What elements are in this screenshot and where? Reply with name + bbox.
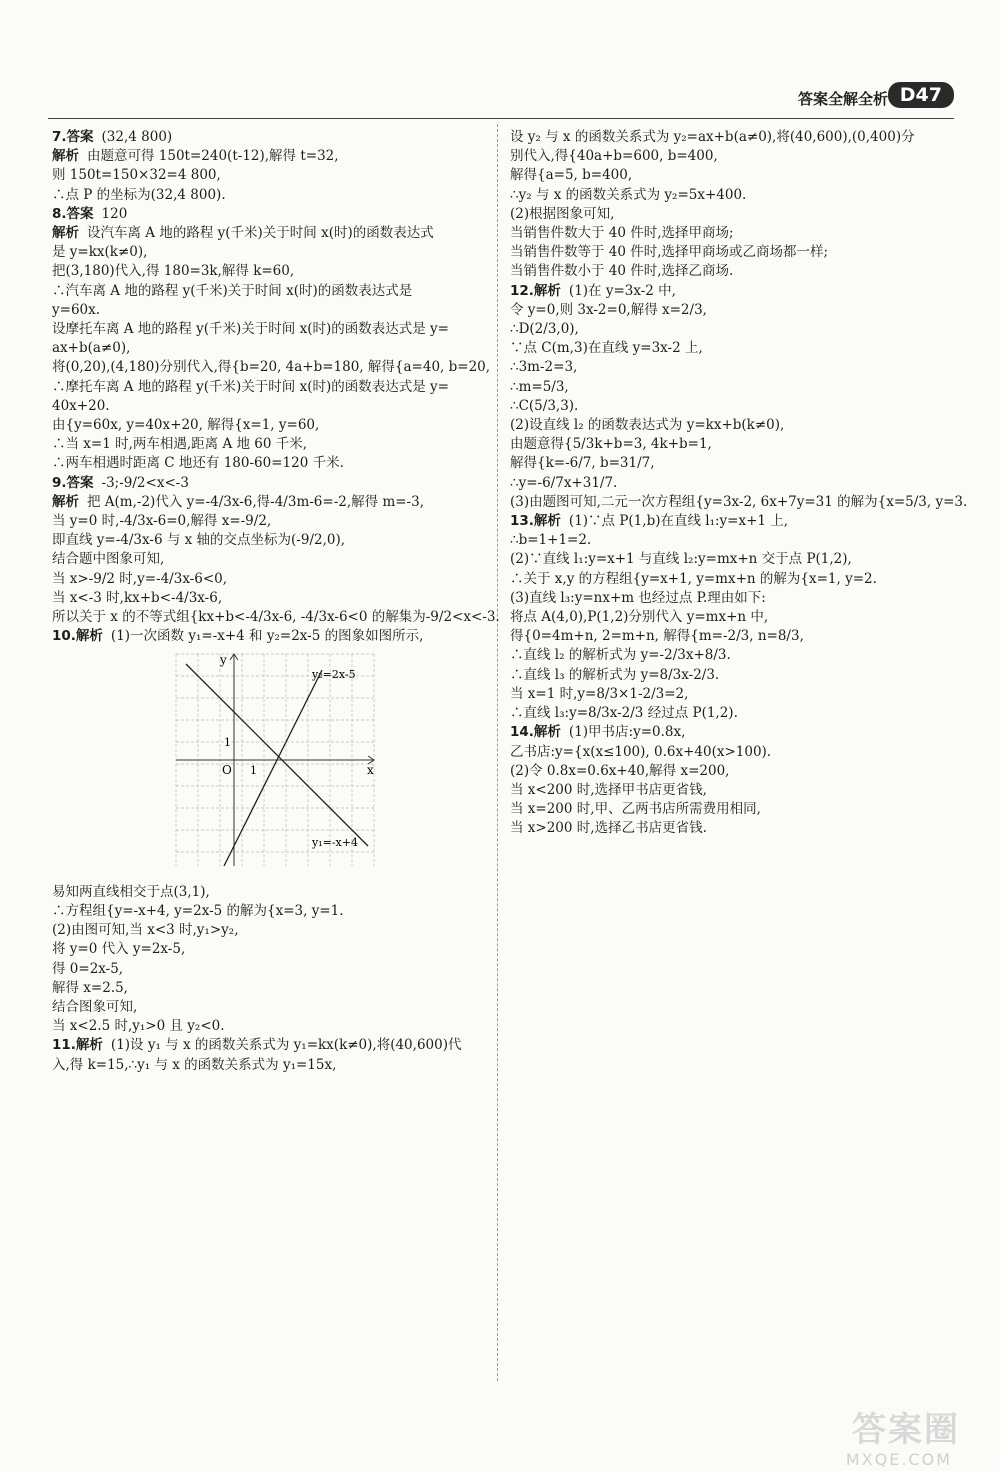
- solution-line: [52, 243, 487, 262]
- solution-line: [510, 704, 945, 723]
- function-graph: [162, 650, 382, 870]
- solution-line: [52, 1017, 487, 1036]
- problem-number: 8.: [52, 205, 67, 222]
- line-text: 易知两直线相交于点(3,1),: [52, 883, 210, 900]
- solution-line: [510, 627, 945, 646]
- line-text: 当 x>200 时,选择乙书店更省钱.: [510, 820, 707, 837]
- solution-line: [510, 685, 945, 704]
- line-text: 把 A(m,-2)代入 y=-4/3x-6,得-4/3m-6=-2,解得 m=-3,: [87, 493, 424, 510]
- solution-line: [52, 186, 487, 205]
- tick-y1: 1: [224, 736, 231, 750]
- solution-line: [510, 339, 945, 358]
- line-text: ∴D(2/3,0),: [510, 321, 579, 338]
- line1-label: y₁=-x+4: [312, 836, 358, 850]
- solution-line: [510, 416, 945, 435]
- solution-line: [52, 883, 487, 902]
- solution-line: [52, 262, 487, 281]
- page-badge: D47: [888, 82, 954, 108]
- solution-line: [52, 397, 487, 416]
- solution-line: [52, 301, 487, 320]
- section-label: 解析: [533, 724, 561, 741]
- line-text: (2)设直线 l₂ 的函数表达式为 y=kx+b(k≠0),: [510, 417, 785, 434]
- line-text: ∴直线 l₂ 的解析式为 y=-2/3x+8/3.: [510, 647, 731, 664]
- solution-line: [52, 998, 487, 1017]
- solution-line: [510, 550, 945, 569]
- section-label: 解析: [52, 493, 79, 510]
- solution-line: [52, 608, 500, 627]
- section-label: 解析: [52, 148, 79, 165]
- section-label: 解析: [52, 225, 79, 242]
- line-text: 解得{a=5, b=400,: [510, 167, 633, 184]
- solution-line: [510, 378, 945, 397]
- line-text: 是 y=kx(k≠0),: [52, 244, 148, 261]
- problem-line: [52, 128, 487, 147]
- line-text: ∴b=1+1=2.: [510, 532, 592, 549]
- solution-line: [510, 166, 945, 185]
- solution-line: [510, 397, 945, 416]
- line-text: ∴两车相遇时距离 C 地还有 180-60=120 千米.: [52, 455, 344, 472]
- line-text: 得 0=2x-5,: [52, 960, 124, 977]
- problem-number: 12.: [510, 282, 534, 299]
- solution-line: [510, 646, 945, 665]
- line-text: 将(0,20),(4,180)分别代入,得{b=20, 4a+b=180, 解得{a=40, b=20,: [52, 359, 491, 376]
- origin-label: O: [222, 763, 232, 778]
- line-text: 结合图象可知,: [52, 998, 138, 1015]
- line-text: 所以关于 x 的不等式组{kx+b<-4/3x-6, -4/3x-6<0 的解集为-9/2<x<-3.: [52, 609, 500, 626]
- solution-line: [510, 224, 945, 243]
- line-text: ∴直线 l₃ 的解析式为 y=8/3x-2/3.: [510, 666, 720, 683]
- problem-line: [510, 723, 945, 742]
- line-text: 当销售件数等于 40 件时,选择甲商场或乙商场都一样;: [510, 244, 829, 261]
- solution-line: [510, 608, 945, 627]
- watermark-url: MXQE.COM: [845, 1450, 952, 1469]
- solution-line: [52, 339, 487, 358]
- line-text: ∴摩托车离 A 地的路程 y(千米)关于时间 x(时)的函数表达式是 y=: [52, 378, 449, 395]
- solution-line: [52, 921, 487, 940]
- solution-line: [52, 531, 487, 550]
- solution-line: [52, 493, 487, 512]
- section-label: 解析: [75, 1037, 103, 1054]
- solution-line: [510, 474, 945, 493]
- problem-line: [510, 282, 945, 301]
- left-column: [52, 128, 500, 1075]
- line-text: 当销售件数小于 40 件时,选择乙商场.: [510, 263, 734, 280]
- line-text: 把(3,180)代入,得 180=3k,解得 k=60,: [52, 263, 295, 280]
- line-text: (1)甲书店:y=0.8x,: [568, 724, 686, 741]
- line-text: (2)∵直线 l₁:y=x+1 与直线 l₂:y=mx+n 交于点 P(1,2),: [510, 551, 852, 568]
- line-text: 当 x<2.5 时,y₁>0 且 y₂<0.: [52, 1018, 225, 1035]
- line-text: 当 x=200 时,甲、乙两书店所需费用相同,: [510, 801, 761, 818]
- problem-number: 10.: [52, 628, 76, 645]
- problem-number: 7.: [52, 129, 67, 145]
- section-label: 解析: [533, 282, 561, 299]
- line-y1: [186, 664, 368, 846]
- solution-line: [52, 512, 487, 531]
- line-text: 则 150t=150×32=4 800,: [52, 167, 221, 184]
- section-label: 答案: [66, 205, 94, 222]
- header-title: 答案全解全析: [797, 90, 888, 108]
- problem-line: [52, 1036, 487, 1055]
- column-divider: [497, 124, 498, 1381]
- line-text: 将 y=0 代入 y=2x-5,: [52, 941, 186, 958]
- solution-line: [510, 301, 945, 320]
- line-text: (1)∵点 P(1,b)在直线 l₁:y=x+1 上,: [568, 513, 789, 530]
- solution-line: [52, 416, 487, 435]
- line-text: y=60x.: [52, 301, 101, 318]
- solution-line: [510, 243, 945, 262]
- solution-line: [510, 493, 968, 512]
- solution-line: [510, 205, 945, 224]
- line-text: 设 y₂ 与 x 的函数关系式为 y₂=ax+b(a≠0),将(40,600),(0,400)分: [510, 129, 915, 145]
- line-y2: [224, 670, 322, 866]
- line-text: ∴关于 x,y 的方程组{y=x+1, y=mx+n 的解为{x=1, y=2.: [510, 570, 877, 587]
- solution-line: [52, 282, 487, 301]
- line-text: 由题意可得 150t=240(t-12),解得 t=32,: [87, 148, 339, 165]
- section-label: 答案: [66, 129, 94, 145]
- line-text: 将点 A(4,0),P(1,2)分别代入 y=mx+n 中,: [510, 609, 769, 626]
- line-text: ∴方程组{y=-x+4, y=2x-5 的解为{x=3, y=1.: [52, 902, 344, 919]
- line-text: (3)直线 l₃:y=nx+m 也经过点 P.理由如下:: [510, 589, 766, 606]
- line-text: 乙书店:y={x(x≤100), 0.6x+40(x>100).: [510, 743, 772, 760]
- line-text: 即直线 y=-4/3x-6 与 x 轴的交点坐标为(-9/2,0),: [52, 532, 346, 549]
- line-text: ∴当 x=1 时,两车相遇,距离 A 地 60 千米,: [52, 436, 308, 453]
- solution-line: [52, 166, 487, 185]
- solution-line: [510, 454, 945, 473]
- solution-line: [510, 320, 945, 339]
- solution-line: [52, 435, 487, 454]
- line-text: ax+b(a≠0),: [52, 340, 131, 357]
- line-text: 解得 x=2.5,: [52, 979, 128, 996]
- line-text: ∴y₂ 与 x 的函数关系式为 y₂=5x+400.: [510, 186, 747, 203]
- line-text: 120: [101, 205, 128, 222]
- solution-line: [510, 531, 945, 550]
- line-text: ∵点 C(m,3)在直线 y=3x-2 上,: [510, 340, 703, 357]
- solution-line: [510, 666, 945, 685]
- line-text: 40x+20.: [52, 397, 110, 414]
- y-axis-label: y: [220, 653, 227, 668]
- solution-line: [52, 147, 487, 166]
- problem-line: [510, 512, 945, 531]
- solution-line: [510, 435, 945, 454]
- line2-label: y₂=2x-5: [312, 668, 356, 682]
- problem-number: 14.: [510, 724, 534, 741]
- line-text: 别代入,得{40a+b=600, b=400,: [510, 148, 718, 165]
- problem-number: 13.: [510, 513, 534, 530]
- header-rule: [48, 118, 954, 119]
- problem-line: [52, 474, 487, 493]
- problem-line: [52, 205, 487, 224]
- solution-line: [52, 550, 487, 569]
- tick-x1: 1: [250, 764, 257, 778]
- solution-line: [52, 378, 487, 397]
- line-text: 当 x=1 时,y=8/3×1-2/3=2,: [510, 685, 689, 702]
- problem-line: [52, 627, 487, 646]
- section-label: 解析: [75, 628, 103, 645]
- line-text: 当 x<200 时,选择甲书店更省钱,: [510, 781, 707, 798]
- solution-line: [510, 186, 945, 205]
- line-text: 得{0=4m+n, 2=m+n, 解得{m=-2/3, n=8/3,: [510, 628, 804, 645]
- line-text: 设汽车离 A 地的路程 y(千米)关于时间 x(时)的函数表达式: [87, 225, 434, 242]
- watermark-logo: 答案圈: [852, 1410, 960, 1450]
- line-text: (3)由题图可知,二元一次方程组{y=3x-2, 6x+7y=31 的解为{x=5/3, y=3.: [510, 493, 968, 510]
- solution-line: [52, 320, 487, 339]
- solution-line: [510, 358, 945, 377]
- solution-line: [52, 589, 487, 608]
- line-text: ∴C(5/3,3).: [510, 397, 579, 414]
- line-text: (1)一次函数 y₁=-x+4 和 y₂=2x-5 的图象如图所示,: [110, 628, 424, 645]
- line-text: ∴汽车离 A 地的路程 y(千米)关于时间 x(时)的函数表达式是: [52, 282, 413, 299]
- right-column: [510, 128, 968, 839]
- solution-line: [510, 262, 945, 281]
- solution-line: [52, 960, 487, 979]
- solution-line: [52, 570, 487, 589]
- solution-line: [52, 979, 487, 998]
- line-text: (2)令 0.8x=0.6x+40,解得 x=200,: [510, 762, 730, 779]
- line-text: (2)由图可知,当 x<3 时,y₁>y₂,: [52, 922, 239, 939]
- solution-line: [510, 570, 945, 589]
- line-text: ∴m=5/3,: [510, 378, 569, 395]
- line-text: 当 y=0 时,-4/3x-6=0,解得 x=-9/2,: [52, 513, 272, 530]
- line-text: 入,得 k=15,∴y₁ 与 x 的函数关系式为 y₁=15x,: [52, 1056, 337, 1073]
- line-text: (1)设 y₁ 与 x 的函数关系式为 y₁=kx(k≠0),将(40,600)代: [110, 1037, 462, 1054]
- line-text: (32,4 800): [101, 129, 173, 145]
- problem-number: 9.: [52, 474, 67, 491]
- solution-line: [510, 781, 945, 800]
- solution-line: [510, 128, 945, 147]
- line-text: 当 x<-3 时,kx+b<-4/3x-6,: [52, 589, 223, 606]
- line-text: ∴y=-6/7x+31/7.: [510, 474, 618, 491]
- line-text: 由题意得{5/3k+b=3, 4k+b=1,: [510, 436, 712, 453]
- section-label: 解析: [533, 513, 561, 530]
- solution-line: [52, 940, 487, 959]
- solution-line: [52, 902, 487, 921]
- line-text: ∴直线 l₃:y=8/3x-2/3 经过点 P(1,2).: [510, 705, 738, 722]
- line-text: (1)在 y=3x-2 中,: [568, 282, 676, 299]
- line-text: (2)根据图象可知,: [510, 205, 615, 222]
- problem-number: 11.: [52, 1037, 76, 1054]
- line-text: 当销售件数大于 40 件时,选择甲商场;: [510, 225, 734, 242]
- solution-line: [510, 743, 945, 762]
- line-text: 由{y=60x, y=40x+20, 解得{x=1, y=60,: [52, 417, 320, 434]
- solution-line: [510, 800, 945, 819]
- x-axis-label: x: [367, 763, 374, 778]
- solution-line: [52, 224, 487, 243]
- solution-line: [52, 454, 487, 473]
- line-text: ∴点 P 的坐标为(32,4 800).: [52, 186, 226, 203]
- solution-line: [510, 589, 945, 608]
- line-text: 设摩托车离 A 地的路程 y(千米)关于时间 x(时)的函数表达式是 y=: [52, 321, 449, 338]
- line-text: 结合题中图象可知,: [52, 551, 165, 568]
- line-text: 当 x>-9/2 时,y=-4/3x-6<0,: [52, 570, 228, 587]
- line-text: -3;-9/2<x<-3: [101, 474, 189, 491]
- line-text: 解得{k=-6/7, b=31/7,: [510, 455, 655, 472]
- solution-line: [510, 147, 945, 166]
- solution-line: [510, 762, 945, 781]
- line-text: 令 y=0,则 3x-2=0,解得 x=2/3,: [510, 301, 707, 318]
- solution-line: [52, 1056, 487, 1075]
- solution-line: [510, 819, 945, 838]
- line-text: ∴3m-2=3,: [510, 359, 578, 376]
- section-label: 答案: [66, 474, 94, 491]
- solution-line: [52, 358, 491, 377]
